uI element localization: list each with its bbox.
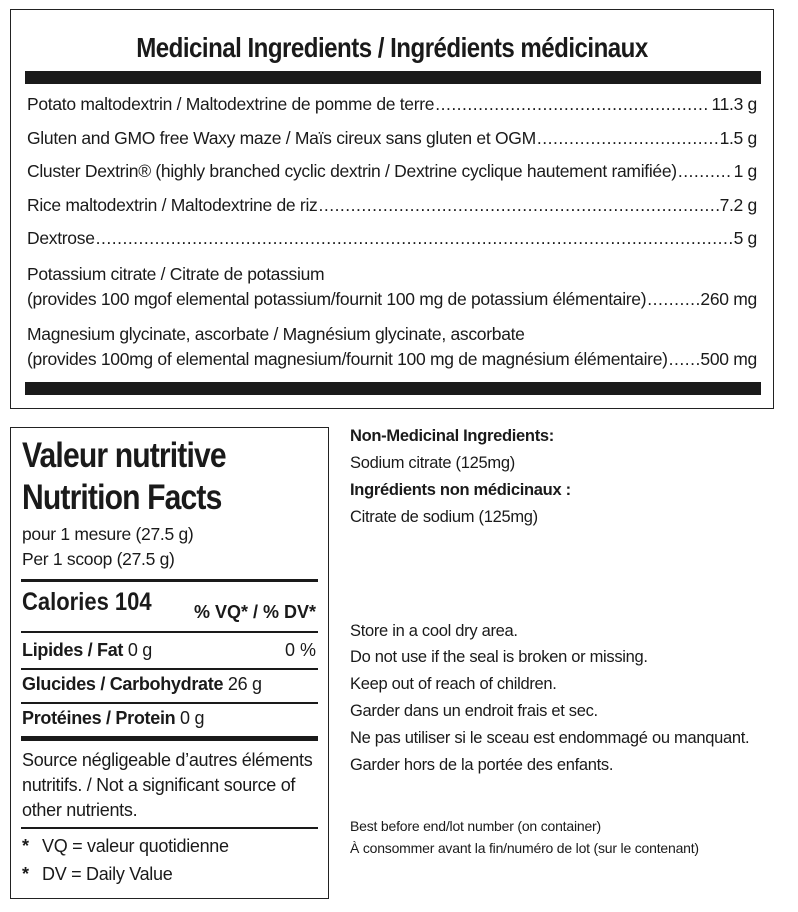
row-rule [21,668,318,670]
medicinal-ingredients-panel [10,9,774,409]
non-medicinal-heading-fr: Ingrédients non médicinaux : [350,481,571,499]
storage-line: Ne pas utiliser si le sceau est endommagé ou manquant. [350,729,750,747]
row-rule [21,702,318,704]
protein-row: Protéines / Protein 0 g [22,708,205,728]
medicinal-title: Medicinal Ingredients / Ingrédients médicinaux [136,32,648,63]
serving-size-fr: pour 1 mesure (27.5 g) [22,524,194,544]
serving-rule [21,579,318,582]
footnote-rule [21,827,318,829]
bottom-divider [25,382,761,395]
calories: Calories 104 [22,588,152,616]
daily-value-header: % VQ* / % DV* [193,602,316,622]
protein-rule [21,736,318,741]
ingredient-row: (provides 100mg of elemental magnesium/fournit 100 mg de magnésium élémentaire) ..... 500 mg [27,349,757,370]
note-line: other nutrients. [22,800,138,820]
ingredient-row: Rice maltodextrin / Maltodextrine de riz ..... 7.2 g [27,195,757,216]
storage-line: Store in a cool dry area. [350,622,518,640]
serving-size-en: Per 1 scoop (27.5 g) [22,549,175,569]
nutrition-title-en: Nutrition Facts [22,478,222,517]
ingredient-row: Gluten and GMO free Waxy maze / Maïs cireux sans gluten et OGM ..... 1.5 g [27,128,757,149]
storage-line: Garder dans un endroit frais et sec. [350,702,598,720]
best-before-en: Best before end/lot number (on container) [350,818,601,834]
footnote-vq: * VQ = valeur quotidienne [22,836,229,856]
fat-row: Lipides / Fat 0 g [22,640,152,660]
nutrition-title-fr: Valeur nutritive [22,436,226,475]
top-divider [25,71,761,84]
fat-percent: 0 % [284,640,316,660]
ingredient-row: Dextrose ..... 5 g [27,228,757,249]
note-line: nutritifs. / Not a significant source of [22,775,296,795]
ingredient-name: Potassium citrate / Citrate de potassium [27,264,325,284]
non-medicinal-item-en: Sodium citrate (125mg) [350,454,515,472]
ingredient-row: (provides 100 mgof elemental potassium/fournit 100 mg de potassium élémentaire) ..... 260 mg [27,289,757,310]
storage-line: Keep out of reach of children. [350,675,557,693]
non-medicinal-item-fr: Citrate de sodium (125mg) [350,508,538,526]
carbohydrate-row: Glucides / Carbohydrate 26 g [22,674,262,694]
storage-line: Do not use if the seal is broken or missing. [350,648,648,666]
best-before-fr: À consommer avant la fin/numéro de lot (sur le contenant) [350,840,699,856]
ingredient-row: Cluster Dextrin® (highly branched cyclic dextrin / Dextrine cyclique hautement ramifiée) ..... 1 g [27,161,757,182]
footnote-dv: * DV = Daily Value [22,864,173,884]
storage-line: Garder hors de la portée des enfants. [350,756,614,774]
nutrition-facts-panel [10,427,329,899]
ingredient-name: Magnesium glycinate, ascorbate / Magnésium glycinate, ascorbate [27,324,525,344]
ingredient-row: Potato maltodextrin / Maltodextrine de pomme de terre ..... 11.3 g [27,94,757,115]
note-line: Source négligeable d’autres éléments [22,750,313,770]
non-medicinal-heading-en: Non-Medicinal Ingredients: [350,427,554,445]
calories-rule [21,631,318,633]
